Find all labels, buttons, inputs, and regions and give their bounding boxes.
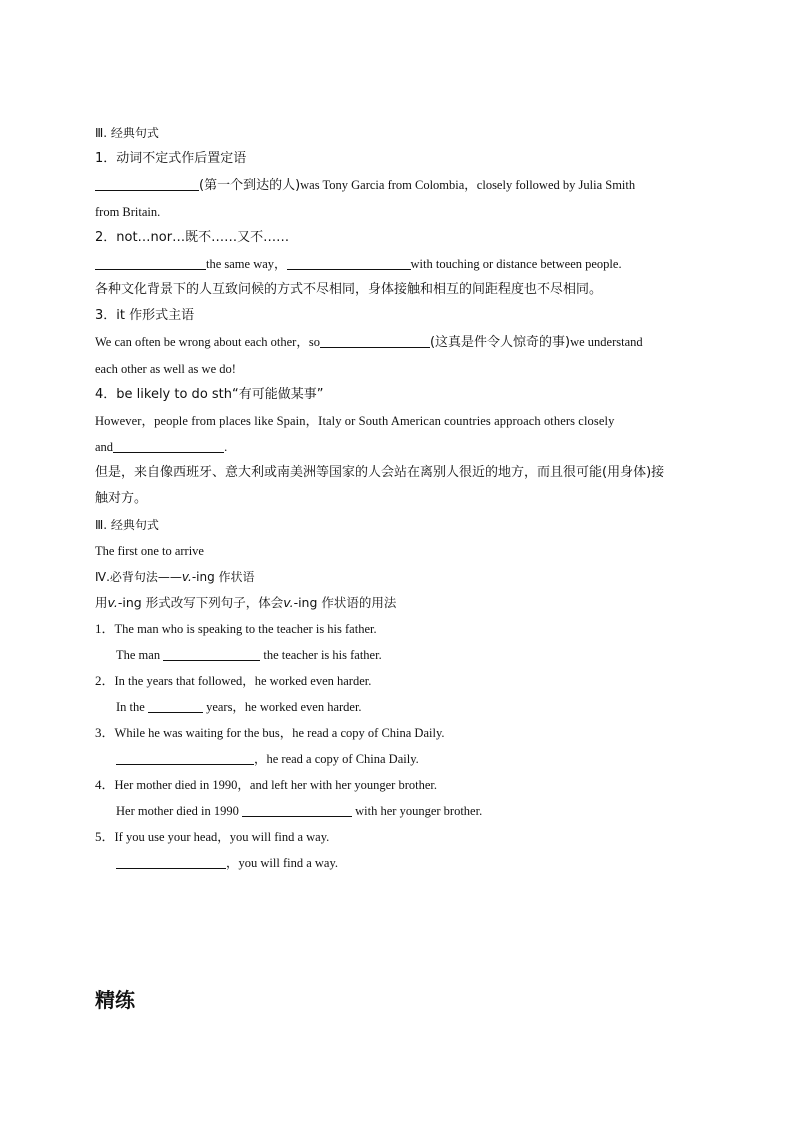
item-1-hint: (第一个到达的人) [199,178,301,193]
item-1-heading: 1．动词不定式作后置定语 [95,151,247,166]
exercise-1-answer [95,642,700,668]
item-3-heading: 3．it 作形式主语 [95,308,195,323]
answer-blank[interactable] [95,176,199,191]
exercise-2-answer [95,694,700,720]
exercise-answer-pre: In the [116,700,148,714]
section-4-title-v: v. [181,570,192,584]
exercise-1-question [95,616,700,642]
item-3-hint: (这真是件令人惊奇的事) [429,335,571,350]
exercise-4-answer [95,798,700,824]
instruction-v-2: v. [283,595,294,610]
instruction-v-1: v. [107,595,118,610]
exercise-answer-post: with her younger brother. [352,804,483,818]
section-4-title [95,564,700,590]
item-4-heading: 4．be likely to do sth“有可能做某事” [95,387,324,402]
exercise-number: 1． [95,621,115,636]
exercise-answer-post: years，he worked even harder. [202,700,362,714]
exercise-answer-post: ，he read a copy of China Daily. [254,752,419,766]
item-2-heading: 2．not…nor…既不……又不…… [95,230,290,245]
answer-blank[interactable] [163,646,260,661]
practice-section-title: 精练 [95,988,135,1012]
answer-blank[interactable] [148,698,203,713]
exercise-4-question [95,772,700,798]
exercise-number: 3． [95,725,115,740]
exercise-5-question [95,824,700,850]
answer-blank[interactable] [116,854,226,869]
section-4-title-suffix: -ing 作状语 [191,570,255,584]
item-2-text-b: with touching or distance between people. [410,257,622,271]
item-2-sentence [95,251,700,277]
section-title-classic-sentences: Ⅲ. 经典句式 [95,126,159,140]
answer-blank[interactable] [95,255,206,270]
item-4-period: . [224,440,228,454]
item-1-continuation: from Britain. [95,205,161,219]
answer-line: The first one to arrive [95,544,204,558]
item-3-text-pre: We can often be wrong about each other，so [95,335,320,349]
item-1-sentence [95,172,700,199]
exercise-number: 4． [95,777,115,792]
item-3-continuation: each other as well as we do! [95,362,236,376]
exercise-3-answer [95,746,700,772]
exercise-question-text: The man who is speaking to the teacher is his father. [114,622,377,636]
item-4-translation-1: 但是，来自像西班牙、意大利或南美洲等国家的人会站在离别人很近的地方，而且很可能(用身体)接 [95,465,665,480]
section-4-instruction [95,590,700,616]
exercise-answer-pre: The man [116,648,164,662]
instruction-text-a: 用 [95,595,108,610]
instruction-text-c: -ing 作状语的用法 [293,595,397,610]
exercise-answer-post: the teacher is his father. [260,648,382,662]
answer-blank[interactable] [287,255,411,270]
exercise-question-text: Her mother died in 1990，and left her with her younger brother. [114,778,437,792]
item-3-text-tail: we understand [570,335,643,349]
exercise-question-text: While he was waiting for the bus，he read a copy of China Daily. [114,726,445,740]
item-1-text: was Tony Garcia from Colombia，closely followed by Julia Smith [300,178,636,192]
item-2-translation: 各种文化背景下的人互致问候的方式不尽相同，身体接触和相互的间距程度也不尽相同。 [95,282,603,297]
instruction-text-b: -ing 形式改写下列句子，体会 [117,595,284,610]
worksheet-body [95,120,700,876]
section-4-title-text: Ⅳ.必背句法—— [95,570,182,584]
answer-blank[interactable] [320,333,430,348]
exercise-number: 2． [95,673,115,688]
item-4-continuation [95,434,700,460]
exercise-2-question [95,668,700,694]
exercise-number: 5． [95,829,115,844]
answer-section-title: Ⅲ. 经典句式 [95,518,159,532]
exercise-5-answer [95,850,700,876]
exercise-question-text: If you use your head，you will find a way. [114,830,330,844]
item-4-translation-2: 触对方。 [95,491,148,506]
exercise-3-question [95,720,700,746]
answer-blank[interactable] [116,750,254,765]
exercise-answer-pre: Her mother died in 1990 [116,804,243,818]
item-4-and: and [95,440,114,454]
item-3-sentence [95,329,700,356]
answer-blank[interactable] [113,438,224,453]
item-4-sentence: However，people from places like Spain，Italy or South American countries approach others closely [95,414,615,428]
exercise-answer-post: ，you will find a way. [226,856,339,870]
item-2-text-a: the same way， [206,257,287,271]
answer-blank[interactable] [242,802,352,817]
exercise-question-text: In the years that followed，he worked even harder. [114,674,372,688]
